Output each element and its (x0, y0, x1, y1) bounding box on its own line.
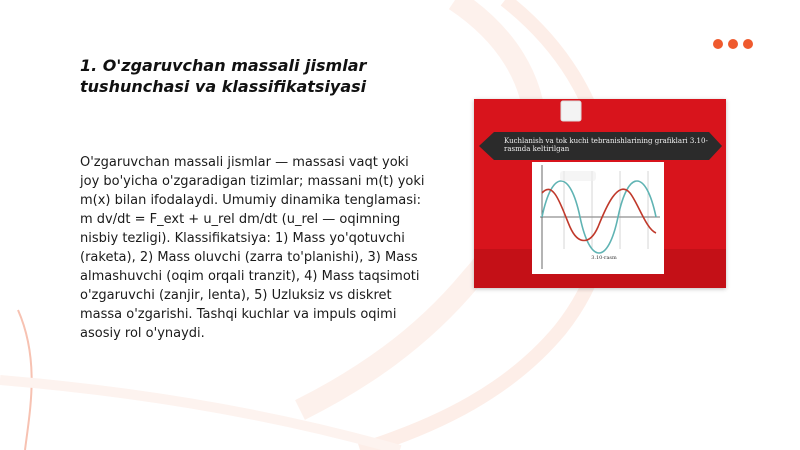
dot (728, 39, 738, 49)
dot (713, 39, 723, 49)
dot (743, 39, 753, 49)
embedded-banner-text: Kuchlanish va tok kuchi tebranishlarining grafiklari 3.10-rasmda keltirilgan (504, 137, 708, 153)
slide-body-text: O'zgaruvchan massali jismlar — massasi vaqt yoki joy bo'yicha o'zgaradigan tizimlar; massani m(t) yoki m(x) bilan ifodalaydi. Umumiy dinamika tenglamasi: m dv/dt = F_ext + u_rel dm/dt (u_rel — oqimning nisbiy tezligi). Klassifikatsiya: 1) Mass yo'qotuvchi (raketa), 2) Mass oluvchi (zarra to'planishi), 3) Mass almashuvchi (oqim orqali tranzit), 4) Mass taqsimoti o'zgaruvchi (zanjir, lenta), 5) Uzluksiz vs diskret massa o'zgarishi. Tashqi kuchlar va impuls oqimi asosiy rol o'ynaydi. (80, 155, 425, 341)
slide-title: 1. O'zgaruvchan massali jismlar tushunchasi va klassifikatsiyasi (80, 56, 367, 96)
three-dots-icon (713, 39, 753, 49)
embedded-slide-image (474, 99, 726, 288)
embedded-figure-caption: 3.10-rasm (591, 255, 617, 261)
